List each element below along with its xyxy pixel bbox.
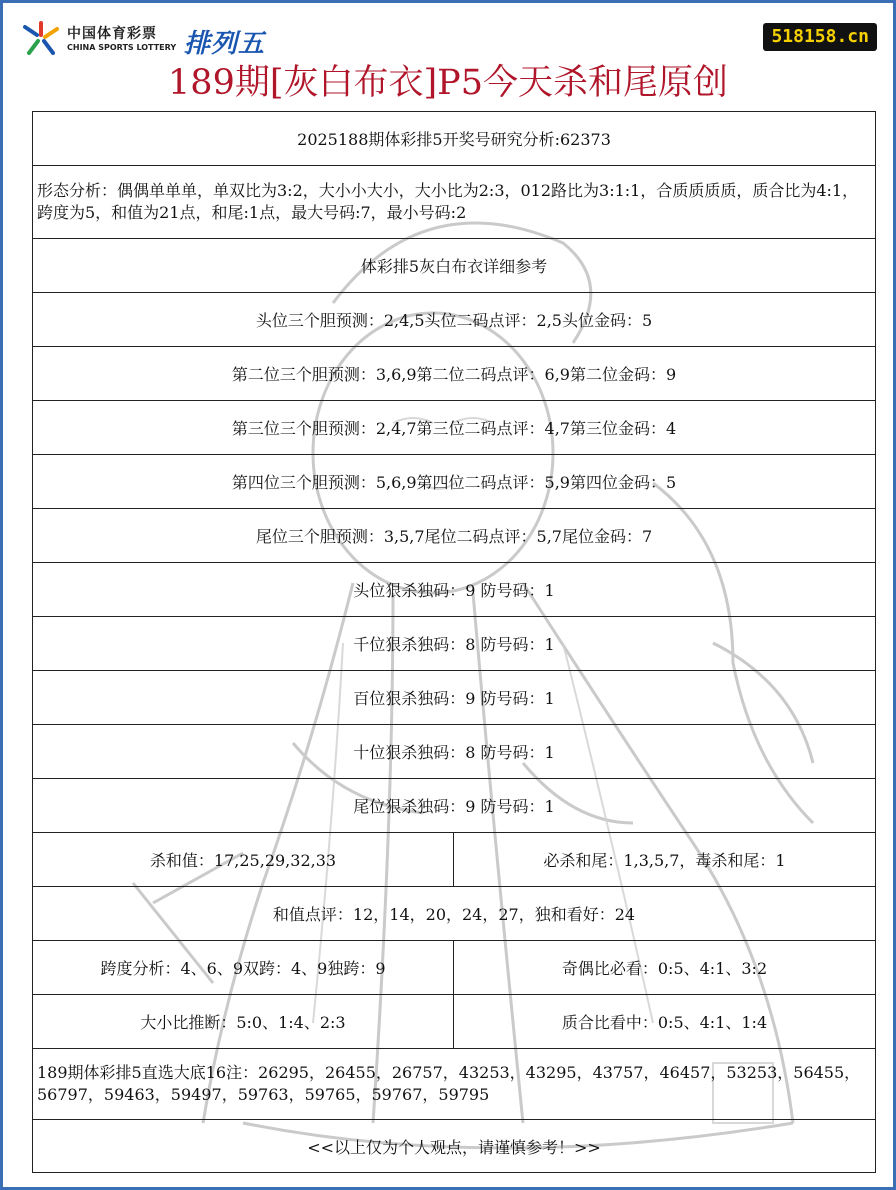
page-title: 189期[灰白布衣]P5今天杀和尾原创 bbox=[168, 63, 728, 103]
kill-code-4: 十位狠杀独码：8 防号码：1 bbox=[33, 725, 876, 779]
direct-picks: 189期体彩排5直选大底16注：26295，26455，26757，43253，43295，43757，46457，53253，56455，56797，59463，59497，59763，59765，59767，59795 bbox=[33, 1049, 876, 1120]
position-prediction-2: 第二位三个胆预测：3,6,9第二位二码点评：6,9第二位金码：9 bbox=[33, 347, 876, 401]
analysis-title: 2025188期体彩排5开奖号研究分析:62373 bbox=[33, 112, 876, 166]
lottery-logo bbox=[21, 21, 281, 61]
section-title: 体彩排5灰白布衣详细参考 bbox=[33, 239, 876, 293]
span-analysis: 跨度分析：4、6、9双跨：4、9独跨：9 bbox=[33, 941, 454, 995]
position-prediction-1: 头位三个胆预测：2,4,5头位二码点评：2,5头位金码：5 bbox=[33, 293, 876, 347]
analysis-table bbox=[32, 111, 876, 1173]
big-small-ratio: 大小比推断：5:0、1:4、2:3 bbox=[33, 995, 454, 1049]
kill-sum: 杀和值：17,25,29,32,33 bbox=[33, 833, 454, 887]
logo-cn-text: 中国体育彩票 bbox=[67, 26, 157, 42]
prime-composite-ratio: 质合比看中：0:5、4:1、1:4 bbox=[454, 995, 876, 1049]
kill-code-3: 百位狠杀独码：9 防号码：1 bbox=[33, 671, 876, 725]
logo-brand-text: 排列五 bbox=[184, 29, 266, 59]
sum-comment: 和值点评：12，14，20，24，27，独和看好：24 bbox=[33, 887, 876, 941]
odd-even-ratio: 奇偶比必看：0:5、4:1、3:2 bbox=[454, 941, 876, 995]
kill-tail: 必杀和尾：1,3,5,7，毒杀和尾：1 bbox=[454, 833, 876, 887]
footer-note: <<以上仅为个人观点，请谨慎参考！>> bbox=[33, 1120, 876, 1173]
kill-code-5: 尾位狠杀独码：9 防号码：1 bbox=[33, 779, 876, 833]
header bbox=[3, 3, 893, 111]
form-analysis: 形态分析：偶偶单单单，单双比为3:2，大小小大小，大小比为2:3，012路比为3:1:1，合质质质质，质合比为4:1，跨度为5，和值为21点，和尾:1点，最大号码:7，最小号码:2 bbox=[33, 166, 876, 239]
position-prediction-4: 第四位三个胆预测：5,6,9第四位二码点评：5,9第四位金码：5 bbox=[33, 455, 876, 509]
kill-code-1: 头位狠杀独码：9 防号码：1 bbox=[33, 563, 876, 617]
kill-code-2: 千位狠杀独码：8 防号码：1 bbox=[33, 617, 876, 671]
site-badge[interactable]: 518158.cn bbox=[763, 23, 877, 51]
lottery-star-icon bbox=[21, 21, 61, 57]
logo-en-text: CHINA SPORTS LOTTERY bbox=[67, 43, 177, 52]
position-prediction-3: 第三位三个胆预测：2,4,7第三位二码点评：4,7第三位金码：4 bbox=[33, 401, 876, 455]
position-prediction-5: 尾位三个胆预测：3,5,7尾位二码点评：5,7尾位金码：7 bbox=[33, 509, 876, 563]
